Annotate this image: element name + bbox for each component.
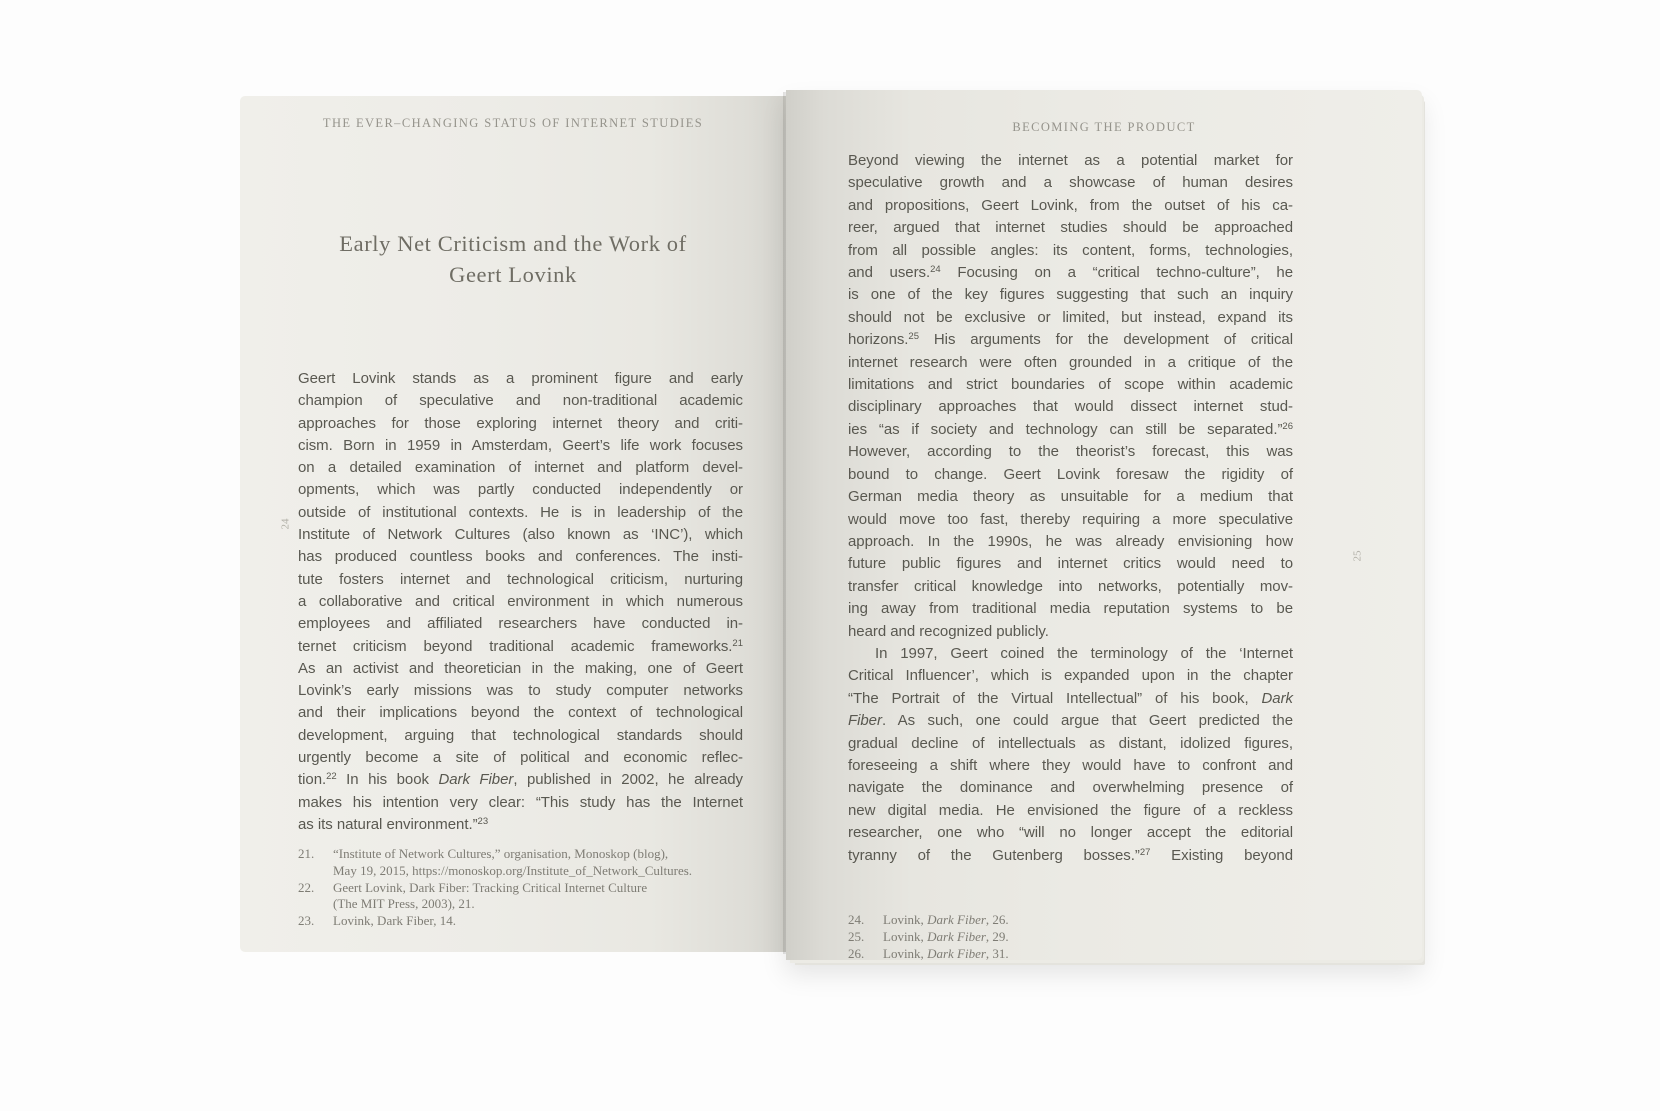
left-body-text: Geert Lovink stands as a prominent figure and early champion of speculative and non-traditional academic approaches for those exploring internet theory and criti- cism. Born in 1959 in Amsterdam, Geert’s life work focuses on a detailed examination of internet and platform devel- opments, which was partly conducted independently or outside of institutional contexts. He is in leadership of the Institute of Network Cultures (also known as ‘INC’), which has produced countless books and conferences. The insti- tute fosters internet and technological criticism, nurturing a collaborative and critical environment in which numerous employees and affiliated researchers have conducted in- ternet criticism beyond traditional academic frameworks.$^{21}$ As an activist and theoretician in the making, one of Geert Lovink’s early missions was to study computer networks and their implications beyond the context of technological development, arguing that technological standards should urgently become a site of political and economic reflec- tion.$^{22}$ In his book Dark Fiber, published in 2002, he already makes his intention very clear: “This study has the Internet as its natural environment.”$^{23}$ xyxy=(298,370,743,833)
right-page xyxy=(786,90,1422,960)
right-body-text: Beyond viewing the internet as a potential market for speculative growth and a showcase of human desires and propositions, Geert Lovink, from the outset of his ca- reer, argued that internet studies should be approached from all possible angles: its content, forms, technologies, and users.$^{24}$ Focusing on a “critical techno-culture”, he is one of the key figures suggesting that such an inquiry should not be exclusive or limited, but instead, expand its horizons.$^{25}$ His arguments for the development of critical internet research were often grounded in a critique of the limitations and strict boundaries of scope within academic disciplinary approaches that would dissect internet stud- ies “as if society and technology can still be separated.”$^{26}$ However, according to the theorist’s forecast, this was bound to change. Geert Lovink foresaw the rigidity of German media theory as unsuitable for a medium that would move too fast, thereby requiring a more speculative approach. In the 1990s, he was already envisioning how future public figures and internet critics would need to transfer critical knowledge into networks, potentially mov- ing away from traditional media reputation systems to be heard and recognized publicly. In 1997, Geert coined the terminology of the ‘Internet Critical Influencer’, which is expanded upon in the chapter “The Portrait of the Virtual Intellectual” of his book, Dark Fiber. As such, one could argue that Geert predicted the gradual decline of intellectuals as distant, idolized figures, foreseeing a shift where they would have to confront and navigate the dominance and overwhelming presence of new digital media. He envisioned the figure of a reckless researcher, one who “will no longer accept the editorial tyranny of the Gutenberg bosses.”$^{27}$ Existing beyond xyxy=(848,152,1293,864)
right-footnotes: 24. Lovink, Dark Fiber, 26. 25. Lovink, Dark Fiber, 29. 26. Lovink, Dark Fiber, 31. xyxy=(848,912,1009,961)
chapter-title-line-1: Early Net Criticism and the Work of xyxy=(339,231,687,256)
right-page-number: 25 xyxy=(1351,550,1364,562)
right-running-header: BECOMING THE PRODUCT xyxy=(1012,120,1196,134)
left-page xyxy=(240,96,786,952)
left-running-header: THE EVER–CHANGING STATUS OF INTERNET STUDIES xyxy=(322,116,704,130)
chapter-title-line-2: Geert Lovink xyxy=(449,262,577,287)
chapter-title xyxy=(280,228,746,290)
left-page-number: 24 xyxy=(279,518,292,530)
left-footnotes: 21. “Institute of Network Cultures,” organisation, Monoskop (blog), May 19, 2015, https://monoskop.org/Institute_of_Network_Cultures. 22. Geert Lovink, Dark Fiber: Tracking Critical Internet Culture (The MIT Press, 2003), 21. 23. Lovink, Dark Fiber, 14. xyxy=(298,846,693,929)
